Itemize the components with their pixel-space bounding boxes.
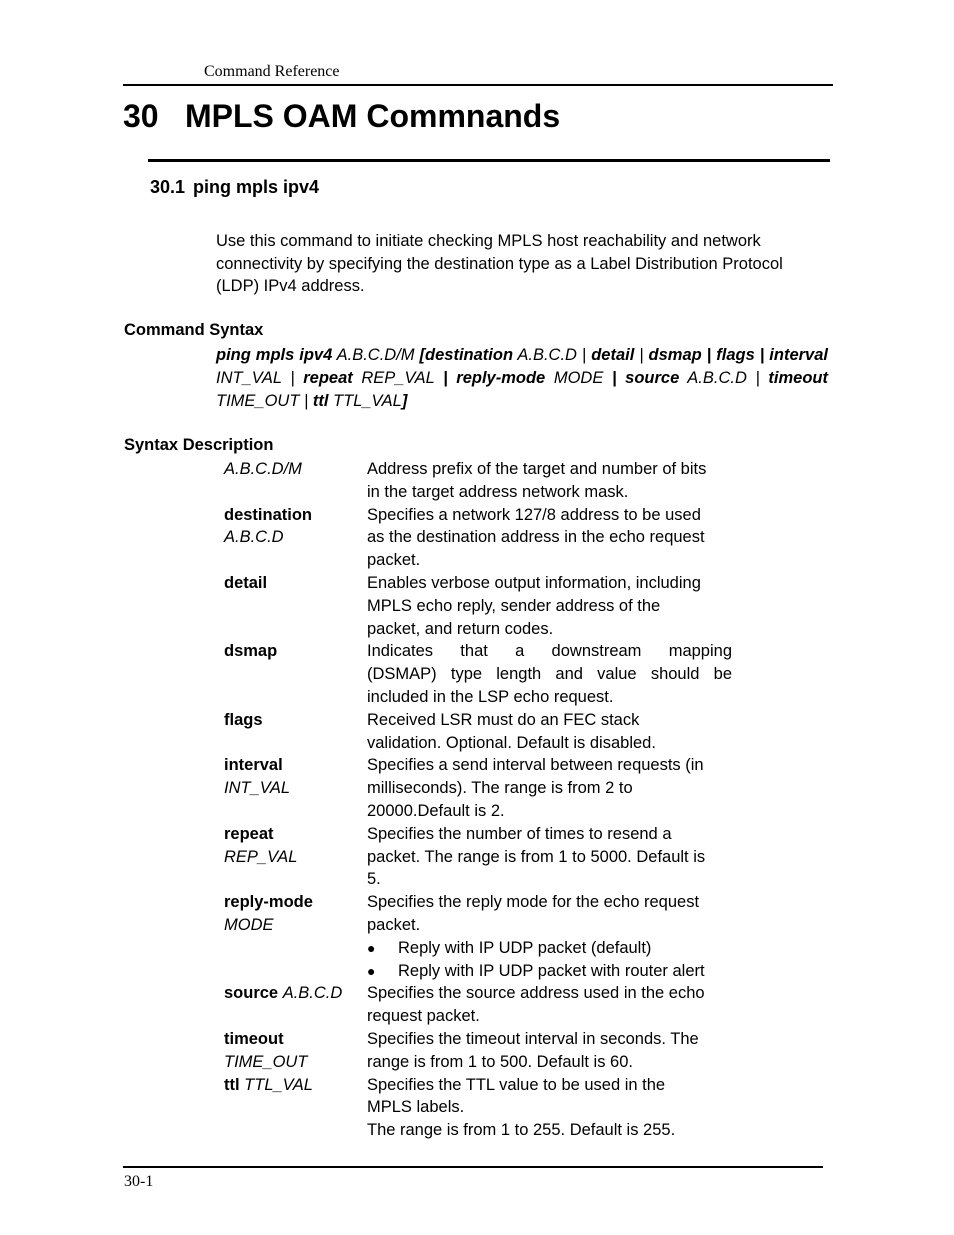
term-keyword: timeout xyxy=(224,1029,284,1048)
term-keyword: repeat xyxy=(224,824,274,843)
description-definition xyxy=(367,1074,732,1142)
definition-line: The range is from 1 to 255. Default is 255. xyxy=(367,1121,676,1140)
description-term xyxy=(224,823,367,891)
term-argument: REP_VAL xyxy=(224,847,298,866)
term-argument: A.B.C.D/M xyxy=(224,460,302,478)
definition-line: as the destination address in the echo request xyxy=(367,528,705,547)
definition-line: Specifies the timeout interval in seconds. The xyxy=(367,1029,699,1048)
syntax-token: repeat xyxy=(303,369,353,387)
bullet-text: Reply with IP UDP packet (default) xyxy=(398,938,652,957)
term-argument: TTL_VAL xyxy=(244,1075,313,1094)
definition-line: Indicates that a downstream mapping xyxy=(367,642,732,661)
term-keyword: destination xyxy=(224,505,313,524)
definition-line: milliseconds). The range is from 2 to xyxy=(367,779,633,798)
description-term xyxy=(224,1074,367,1142)
description-term xyxy=(224,891,367,982)
syntax-token: TIME_OUT | xyxy=(216,392,313,410)
syntax-description-table xyxy=(224,458,732,1142)
description-term xyxy=(224,982,367,1028)
syntax-token: A.B.C.D | xyxy=(513,346,592,364)
description-definition xyxy=(367,709,732,755)
definition-line: included in the LSP echo request. xyxy=(367,687,614,706)
syntax-token: TTL_VAL xyxy=(328,392,402,410)
description-definition xyxy=(367,640,732,708)
command-syntax xyxy=(216,344,828,413)
description-row xyxy=(224,504,732,572)
section-number: 30.1 xyxy=(150,177,186,197)
definition-line: Specifies a network 127/8 address to be used xyxy=(367,505,701,524)
syntax-token: [destination xyxy=(419,346,514,364)
command-syntax-heading: Command Syntax xyxy=(124,321,264,339)
term-keyword: interval xyxy=(224,756,283,775)
definition-line: Specifies a send interval between requests (in xyxy=(367,756,704,775)
chapter-number: 30 xyxy=(123,98,159,134)
description-row xyxy=(224,891,732,982)
definition-line: Enables verbose output information, including xyxy=(367,573,701,592)
description-row xyxy=(224,754,732,822)
definition-line: MPLS labels. xyxy=(367,1098,465,1117)
term-keyword: dsmap xyxy=(224,642,278,661)
intro-paragraph: Use this command to initiate checking MPLS host reachability and network connectivity by specifying the destination type as a Label Distribution Protocol (LDP) IPv4 address. xyxy=(216,232,783,295)
term-keyword: source xyxy=(224,984,279,1003)
definition-line: Received LSR must do an FEC stack xyxy=(367,710,640,729)
term-argument: TIME_OUT xyxy=(224,1052,308,1071)
description-definition xyxy=(367,504,732,572)
syntax-token: A.B.C.D | xyxy=(679,369,769,387)
chapter-title-text: MPLS OAM Commnands xyxy=(185,98,561,134)
definition-line: packet. The range is from 1 to 5000. Default is xyxy=(367,847,706,866)
description-term xyxy=(224,640,367,708)
description-row xyxy=(224,572,732,640)
definition-line: Specifies the number of times to resend a xyxy=(367,824,672,843)
description-row xyxy=(224,709,732,755)
definition-line: in the target address network mask. xyxy=(367,482,629,501)
page-number: 30-1 xyxy=(124,1173,154,1190)
syntax-token: REP_VAL xyxy=(352,369,444,387)
syntax-token: | xyxy=(634,346,649,364)
description-row xyxy=(224,1074,732,1142)
description-definition xyxy=(367,458,732,504)
definition-line: MPLS echo reply, sender address of the xyxy=(367,596,661,615)
definition-line: Specifies the source address used in the echo xyxy=(367,984,705,1003)
description-term xyxy=(224,572,367,640)
header-rule xyxy=(123,84,833,86)
definition-line: 20000.Default is 2. xyxy=(367,801,505,820)
term-keyword: reply-mode xyxy=(224,893,313,912)
syntax-token: ping mpls ipv4 xyxy=(216,346,333,364)
description-definition xyxy=(367,823,732,891)
definition-line: packet, and return codes. xyxy=(367,619,554,638)
definition-line: (DSMAP) type length and value should be xyxy=(367,665,732,684)
term-keyword: ttl xyxy=(224,1075,240,1094)
description-definition xyxy=(367,1028,732,1074)
syntax-token: INT_VAL | xyxy=(216,369,304,387)
description-definition xyxy=(367,754,732,822)
definition-line: Specifies the TTL value to be used in the xyxy=(367,1075,666,1094)
chapter-title xyxy=(123,98,560,135)
running-header: Command Reference xyxy=(204,63,340,80)
description-term xyxy=(224,754,367,822)
syntax-token: dsmap | flags | interval xyxy=(648,346,828,364)
footer-rule xyxy=(123,1166,823,1168)
definition-line: 5. xyxy=(367,870,381,889)
syntax-token: timeout xyxy=(768,369,828,387)
term-argument: A.B.C.D xyxy=(282,984,343,1003)
bullet-item xyxy=(367,960,732,983)
section-title-text: ping mpls ipv4 xyxy=(193,177,320,197)
term-argument: A.B.C.D xyxy=(224,528,284,547)
term-argument: MODE xyxy=(224,915,274,934)
bullet-text: Reply with IP UDP packet with router alert xyxy=(398,961,705,980)
term-keyword: detail xyxy=(224,573,268,592)
description-row xyxy=(224,640,732,708)
description-row xyxy=(224,823,732,891)
syntax-token: A.B.C.D/M xyxy=(332,346,420,364)
description-definition xyxy=(367,982,732,1028)
definition-line: packet. xyxy=(367,915,421,934)
definition-line: request packet. xyxy=(367,1007,480,1026)
syntax-token: ] xyxy=(401,392,408,410)
bullet-icon: ● xyxy=(367,962,376,979)
syntax-token: | reply-mode xyxy=(443,369,546,387)
definition-line: Specifies the reply mode for the echo request xyxy=(367,893,700,912)
description-term xyxy=(224,1028,367,1074)
bullet-item xyxy=(367,937,732,960)
term-argument: INT_VAL xyxy=(224,779,291,798)
description-term xyxy=(224,458,367,504)
definition-line: Address prefix of the target and number of bits xyxy=(367,460,707,478)
bullet-icon: ● xyxy=(367,939,376,956)
syntax-token: | source xyxy=(611,369,680,387)
syntax-description-heading: Syntax Description xyxy=(124,436,274,454)
term-keyword: flags xyxy=(224,710,263,729)
chapter-rule xyxy=(148,159,830,162)
description-definition xyxy=(367,891,732,982)
syntax-token: detail xyxy=(591,346,635,364)
description-term xyxy=(224,504,367,572)
description-row xyxy=(224,458,732,504)
description-row xyxy=(224,982,732,1028)
definition-line: validation. Optional. Default is disabled. xyxy=(367,733,656,752)
syntax-token: ttl xyxy=(312,392,329,410)
definition-line: packet. xyxy=(367,551,421,570)
description-row xyxy=(224,1028,732,1074)
syntax-token: MODE xyxy=(545,369,612,387)
definition-line: range is from 1 to 500. Default is 60. xyxy=(367,1052,633,1071)
description-term xyxy=(224,709,367,755)
description-definition xyxy=(367,572,732,640)
section-title xyxy=(150,177,319,198)
